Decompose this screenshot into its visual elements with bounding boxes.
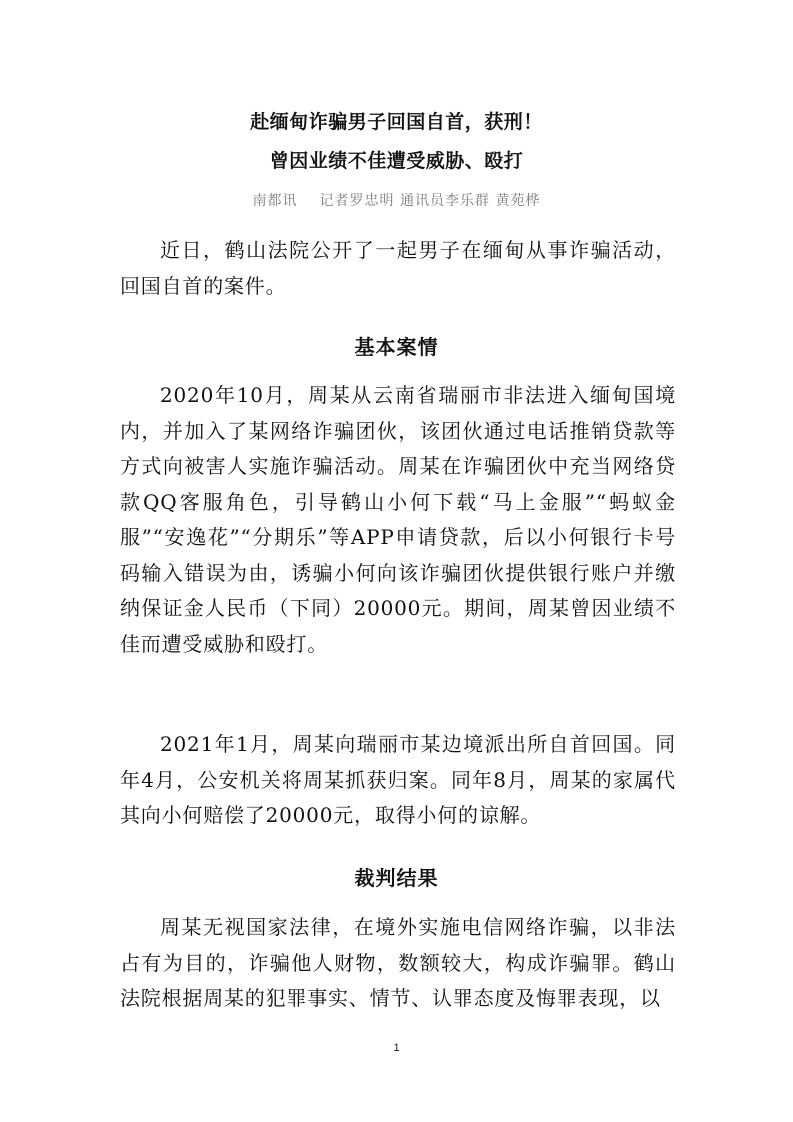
section-heading-case-facts: 基本案情 [354,335,439,359]
article-title-line-2: 曾因业绩不佳遭受威胁、殴打 [269,150,524,172]
page-number: 1 [393,1042,400,1054]
byline [0,190,793,210]
section-heading-verdict: 裁判结果 [354,866,439,890]
byline-source: 南都讯 [252,193,298,209]
intro-paragraph: 近日，鹤山法院公开了一起男子在缅甸从事诈骗活动，回国自首的案件。 [120,238,676,298]
byline-reporters: 记者罗忠明 通讯员李乐群 黄苑桦 [319,193,541,209]
article-title-line-1: 赴缅甸诈骗男子回国自首，获刑！ [250,111,543,133]
case-facts-paragraph-1: 2020年10月，周某从云南省瑞丽市非法进入缅甸国境内，并加入了某网络诈骗团伙，该团伙通过电话推销贷款等方式向被害人实施诈骗活动。周某在诈骗团伙中充当网络贷款QQ客服角色，引导鹤山小何下载“马上金服”“蚂蚁金服”“安逸花”“分期乐”等APP申请贷款，后以小何银行卡号码输入错误为由，诱骗小何向该诈骗团伙提供银行账户并缴纳保证金人民币（下同）20000元。期间，周某曾因业绩不佳而遭受威胁和殴打。 [120,383,676,656]
case-facts-paragraph-2: 2021年1月，周某向瑞丽市某边境派出所自首回国。同年4月，公安机关将周某抓获归案。同年8月，周某的家属代其向小何赔偿了20000元，取得小何的谅解。 [120,732,676,827]
verdict-paragraph-1: 周某无视国家法律，在境外实施电信网络诈骗，以非法占有为目的，诈骗他人财物，数额较大，构成诈骗罪。鹤山法院根据周某的犯罪事实、情节、认罪态度及悔罪表现，以 [120,915,676,1010]
